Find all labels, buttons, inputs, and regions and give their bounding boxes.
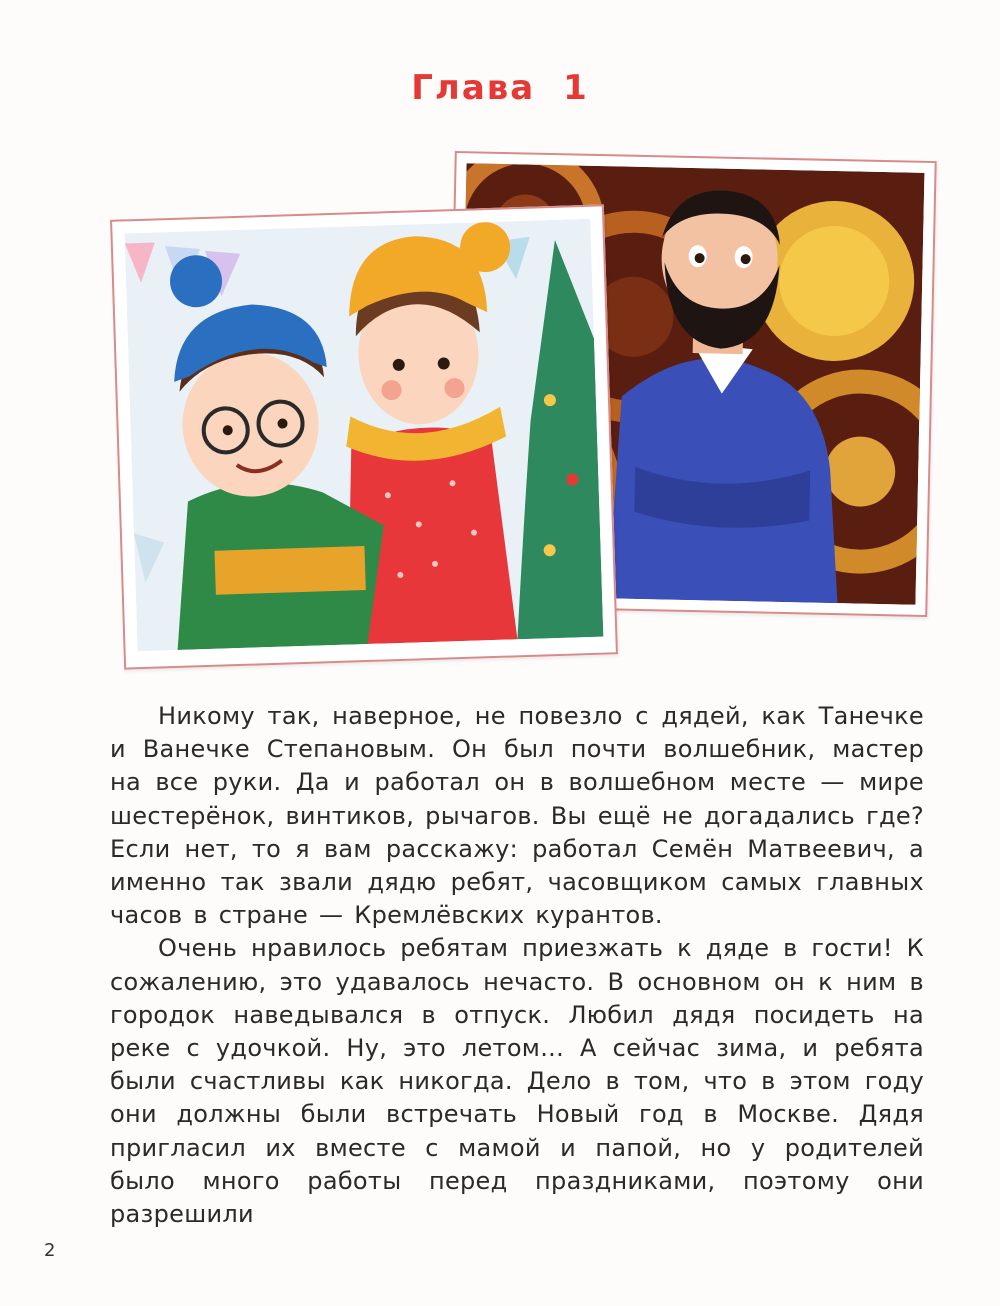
story-paragraph: Никому так, наверное, не повезло с дядей, как Танечке и Ванечке Степановым. Он был почти волшебник, мастер на все руки. Да и работал он в волшебном месте — мире шестерёнок, винтиков, рычагов. Вы ещё не догадались где? Если нет, то я вам расскажу: работал Семён Матвеевич, а именно так звали дядю ребят, часовщиком самых главных часов в стране — Кремлёвских курантов. (110, 702, 924, 930)
story-text (110, 700, 924, 1231)
photo-kids (110, 204, 618, 669)
chapter-title: Глава 1 (411, 68, 589, 108)
story-paragraph: Очень нравилось ребятам приезжать к дяде в гости! К сожалению, это удавалось нечасто. В основном он к ним в городок наведывался в отпуск. Любил дядя посидеть на реке с удочкой. Ну, это летом... А сейчас зима, и ребята были счастливы как никогда. Дело в том, что в этом году они должны были встречать Новый год в Москве. Дядя пригласил их вместе с мамой и папой, но у родителей было много работы перед праздниками, поэтому они разрешили (110, 934, 924, 1229)
page-number: 2 (44, 1240, 56, 1261)
kids-illustration-icon (124, 219, 603, 651)
